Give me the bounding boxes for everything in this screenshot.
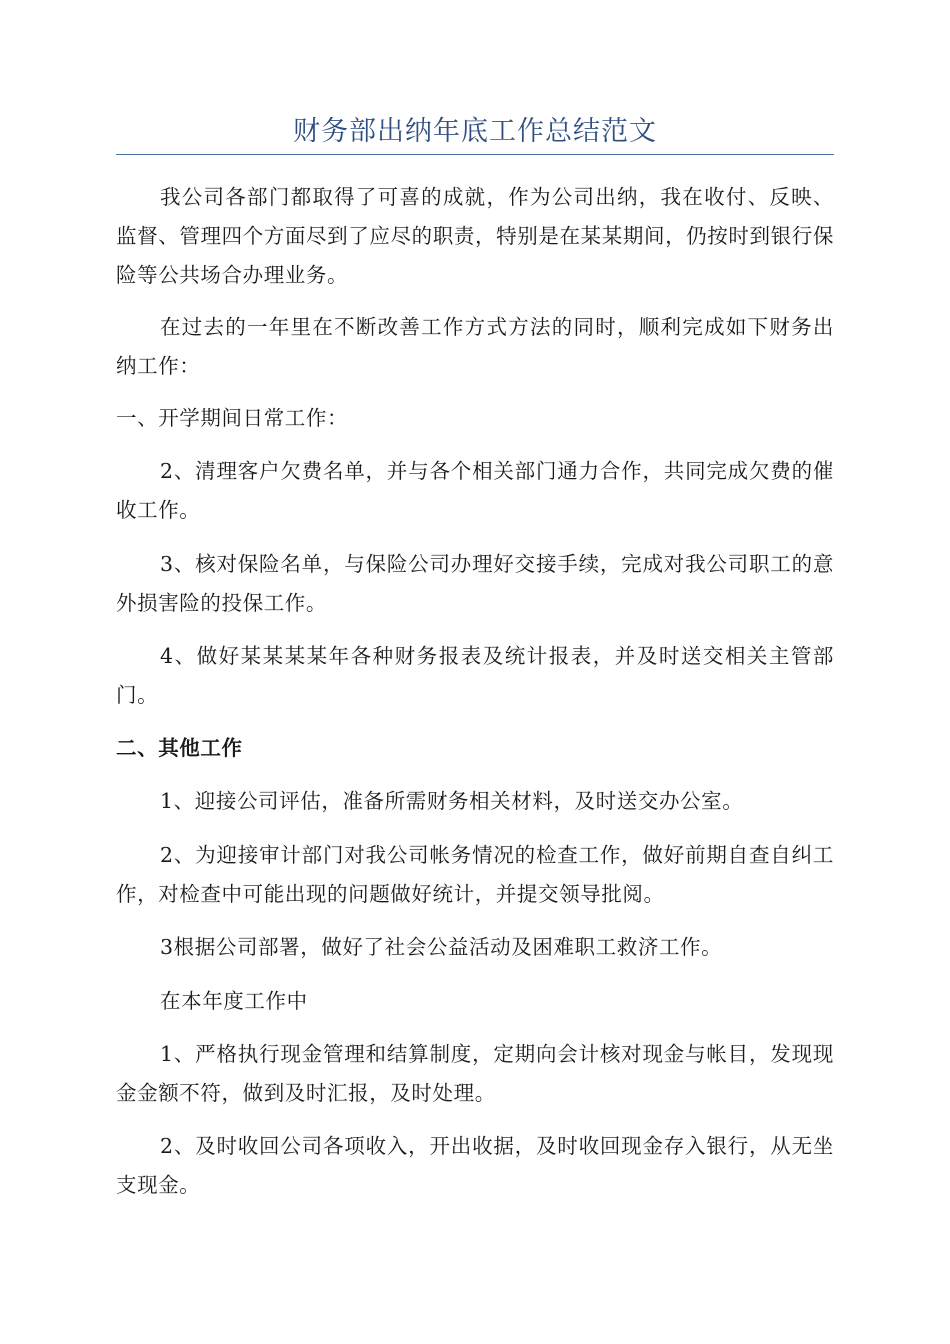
title-divider: [116, 154, 834, 155]
document-title: 财务部出纳年底工作总结范文: [293, 116, 657, 147]
paragraph-intro: 我公司各部门都取得了可喜的成就，作为公司出纳，我在收付、反映、监督、管理四个方面尽到了应尽的职责，特别是在某某期间，仍按时到银行保险等公共场合办理业务。: [116, 185, 834, 287]
section-heading-this-year: 在本年度工作中: [160, 989, 308, 1013]
list-item-cash-management: 1、严格执行现金管理和结算制度，定期向会计核对现金与帐目，发现现金金额不符，做到及时汇报，及时处理。: [116, 1042, 834, 1105]
list-item-arrears: 2、清理客户欠费名单，并与各个相关部门通力合作，共同完成欠费的催收工作。: [116, 459, 834, 522]
list-item-evaluation: 1、迎接公司评估，准备所需财务相关材料，及时送交办公室。: [160, 789, 744, 813]
paragraph-summary: 在过去的一年里在不断改善工作方式方法的同时，顺利完成如下财务出纳工作：: [116, 315, 834, 378]
list-item-insurance: 3、核对保险名单，与保险公司办理好交接手续，完成对我公司职工的意外损害险的投保工作。: [116, 552, 834, 615]
list-item-reports: 4、做好某某某某年各种财务报表及统计报表，并及时送交相关主管部门。: [116, 644, 834, 707]
list-item-income-collection: 2、及时收回公司各项收入，开出收据，及时收回现金存入银行，从无坐支现金。: [116, 1134, 834, 1197]
section-heading-other-work: 二、其他工作: [116, 736, 243, 760]
list-item-audit: 2、为迎接审计部门对我公司帐务情况的检查工作，做好前期自查自纠工作，对检查中可能出现的问题做好统计，并提交领导批阅。: [116, 843, 834, 906]
section-heading-daily-work: 一、开学期间日常工作：: [116, 406, 349, 430]
list-item-welfare: 3根据公司部署，做好了社会公益活动及困难职工救济工作。: [160, 935, 723, 959]
